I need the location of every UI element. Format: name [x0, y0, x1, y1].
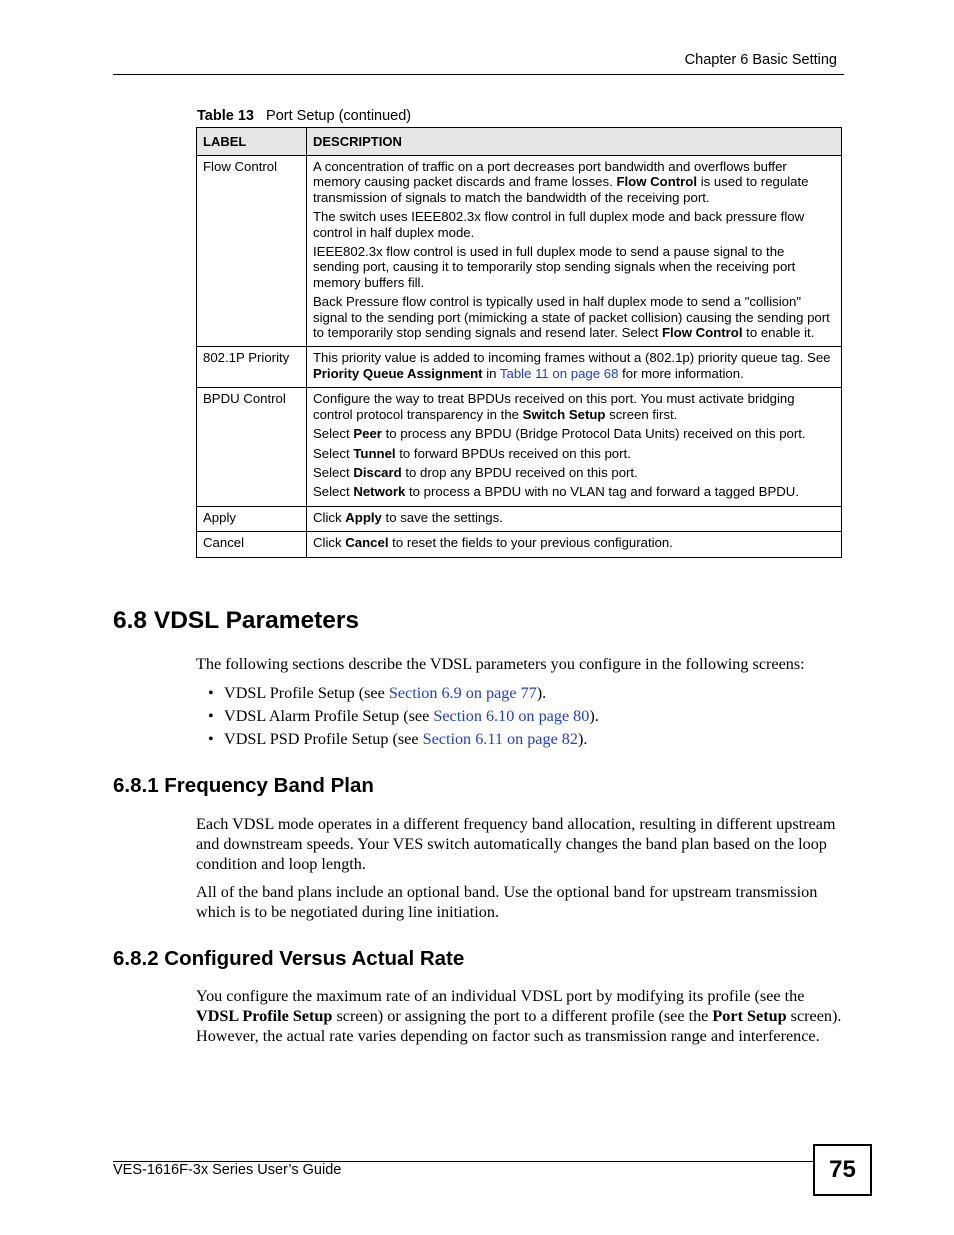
row-description	[307, 347, 842, 388]
row-label: Flow Control	[197, 156, 307, 347]
frequency-band-paragraph-2: All of the band plans include an optional band. Use the optional band for upstream transmission which is to be negotiated during line initiation.	[196, 883, 818, 921]
row-description	[307, 156, 842, 347]
row-description	[307, 532, 842, 557]
desc-text: Configure the way to treat BPDUs received on this port. You must activate bridging control protocol transparency in the	[313, 391, 795, 422]
desc-bold: Cancel	[345, 535, 389, 551]
table-caption-label: Table 13	[197, 108, 254, 124]
list-item-text: ).	[536, 684, 547, 702]
table-row	[197, 347, 842, 388]
desc-text: in	[482, 365, 500, 381]
paragraph-text: screen) or assigning the port to a different profile (see the	[332, 1007, 713, 1025]
desc-text: Select	[313, 445, 354, 461]
guide-title: VES-1616F-3x Series User’s Guide	[113, 1162, 342, 1178]
desc-text: Click	[313, 509, 346, 525]
desc-text: for more information.	[618, 365, 744, 381]
desc-text: Select	[313, 464, 354, 480]
section-intro: The following sections describe the VDSL parameters you configure in the following screens:	[196, 655, 805, 673]
desc-text: IEEE802.3x flow control is used in full duplex mode to send a pause signal to the sending port, causing it to temporarily stop sending signals when the receiving port memory buffers fill.	[313, 244, 796, 290]
port-setup-table	[196, 127, 842, 558]
paragraph-bold: Port Setup	[712, 1007, 787, 1025]
desc-text: Click	[313, 535, 346, 551]
desc-text: to forward BPDUs received on this port.	[395, 445, 631, 461]
desc-text: The switch uses IEEE802.3x flow control in full duplex mode and back pressure flow control in half duplex mode.	[313, 209, 805, 240]
desc-bold: Network	[353, 484, 406, 500]
table-caption	[197, 108, 411, 124]
list-item	[196, 682, 599, 705]
desc-text: Select	[313, 426, 354, 442]
row-label: Apply	[197, 506, 307, 531]
list-item-text: VDSL PSD Profile Setup (see	[224, 730, 423, 748]
desc-bold: Switch Setup	[522, 406, 606, 422]
table-11-link[interactable]: Table 11 on page 68	[499, 365, 619, 381]
desc-text: to reset the fields to your previous configuration.	[388, 535, 673, 551]
section-6-10-link[interactable]: Section 6.10 on page 80	[433, 707, 590, 725]
table-row	[197, 388, 842, 506]
column-header-label: LABEL	[197, 128, 307, 156]
desc-text: is used to regulate transmission of signals to match the bandwidth of the receiving port.	[313, 174, 809, 205]
desc-bold: Priority Queue Assignment	[313, 365, 483, 381]
desc-bold: Discard	[353, 464, 402, 480]
list-item	[196, 728, 599, 751]
paragraph-text: You configure the maximum rate of an individual VDSL port by modifying its profile (see the	[196, 987, 805, 1005]
bullet-list	[196, 682, 599, 751]
row-label: BPDU Control	[197, 388, 307, 506]
frequency-band-paragraph-1: Each VDSL mode operates in a different frequency band allocation, resulting in different upstream and downstream speeds. Your VES switch automatically changes the band plan based on the loop condition and loop length.	[196, 815, 836, 873]
row-label: Cancel	[197, 532, 307, 557]
list-item	[196, 705, 599, 728]
chapter-header: Chapter 6 Basic Setting	[684, 52, 837, 68]
list-item-text: ).	[589, 707, 599, 725]
row-description	[307, 506, 842, 531]
column-header-description: DESCRIPTION	[307, 128, 842, 156]
bullet-icon: •	[208, 684, 214, 702]
desc-bold: Flow Control	[616, 174, 698, 190]
section-6-11-link[interactable]: Section 6.11 on page 82	[422, 730, 578, 748]
desc-text: to enable it.	[742, 325, 815, 341]
row-label: 802.1P Priority	[197, 347, 307, 388]
table-row	[197, 156, 842, 347]
desc-text: Back Pressure flow control is typically used in half duplex mode to send a "collision" signal to the sending port (mimicking a state of packet collision) causing the sending port to temporarily stop sending signals and resend later. Select	[313, 294, 830, 341]
list-item-text: VDSL Profile Setup (see	[224, 684, 389, 702]
list-item-text: VDSL Alarm Profile Setup (see	[224, 707, 434, 725]
subsection-heading-frequency-band-plan: 6.8.1 Frequency Band Plan	[113, 774, 374, 797]
header-rule	[113, 74, 844, 75]
desc-text: screen first.	[605, 406, 678, 422]
desc-text: Select	[313, 484, 354, 500]
subsection-heading-configured-rate: 6.8.2 Configured Versus Actual Rate	[113, 947, 465, 970]
section-6-9-link[interactable]: Section 6.9 on page 77	[388, 684, 537, 702]
paragraph-text: screen). However, the actual rate varies depending on factor such as transmission range and interference.	[196, 1007, 842, 1045]
table-row	[197, 506, 842, 531]
list-item-text: ).	[578, 730, 588, 748]
desc-text: to drop any BPDU received on this port.	[401, 464, 638, 480]
configured-rate-paragraph	[196, 986, 846, 1046]
table-row	[197, 532, 842, 557]
desc-text: to process any BPDU (Bridge Protocol Data Units) received on this port.	[381, 426, 806, 442]
page-number: 75	[813, 1144, 872, 1196]
bullet-icon: •	[208, 730, 214, 748]
table-caption-text: Port Setup (continued)	[266, 108, 412, 124]
desc-bold: Apply	[345, 509, 382, 525]
section-heading: 6.8 VDSL Parameters	[113, 607, 360, 634]
desc-text: to save the settings.	[381, 509, 503, 525]
desc-text: to process a BPDU with no VLAN tag and forward a tagged BPDU.	[405, 484, 799, 500]
table-header-row	[197, 128, 842, 156]
desc-bold: Tunnel	[353, 445, 396, 461]
paragraph-bold: VDSL Profile Setup	[196, 1007, 333, 1025]
bullet-icon: •	[208, 707, 214, 725]
desc-bold: Flow Control	[661, 325, 743, 341]
desc-bold: Peer	[353, 426, 382, 442]
row-description	[307, 388, 842, 506]
desc-text: This priority value is added to incoming frames without a (802.1p) priority queue tag. See	[313, 350, 831, 366]
desc-text: A concentration of traffic on a port decreases port bandwidth and overflows buffer memory causing packet discards and frame losses.	[313, 159, 787, 190]
